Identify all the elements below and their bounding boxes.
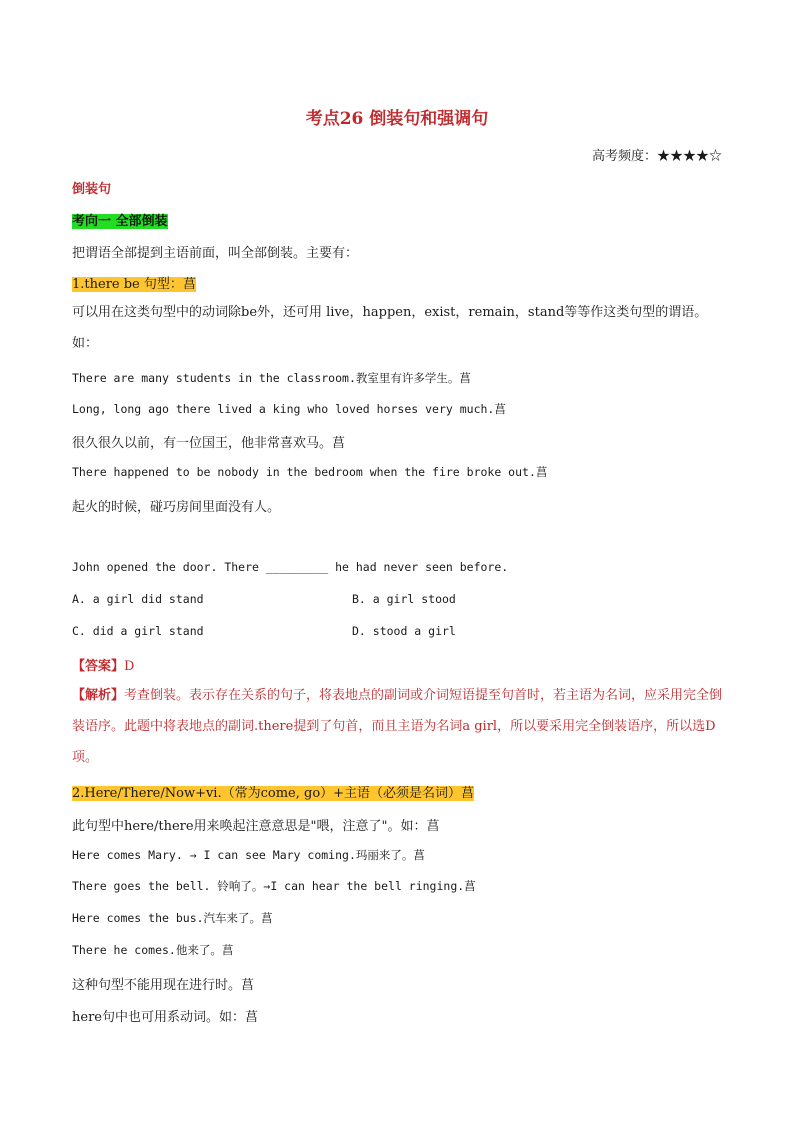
pattern2-heading: 2.Here/There/Now+vi.（常为come, go）+主语（必须是名词）菖 (72, 786, 475, 801)
analysis-text: 考查倒装。表示存在关系的句子，将表地点的副词或介词短语提至句首时，若主语为名词，应采用完全倒装语序。此题中将表地点的副词.there提到了句首，而且主语为名词a girl，所以要采用完全倒装语序，所以选D项。 (72, 688, 723, 765)
example-6: Here comes the bus.汽车来了。菖 (72, 911, 273, 925)
pattern2-text: 此句型中here/there用来唤起注意意思是"喂，注意了"。如：菖 (72, 819, 440, 834)
option-b: B. a girl stood (352, 592, 456, 606)
question-text: John opened the door. There _________ he had never seen before. (72, 560, 509, 574)
option-d: D. stood a girl (352, 624, 456, 638)
answer-tag: 【答案】 (72, 659, 125, 674)
section-heading: 倒装句 (72, 182, 112, 197)
example-2-cn: 很久很久以前，有一位国王，他非常喜欢马。菖 (72, 436, 346, 451)
analysis-tag: 【解析】 (72, 688, 125, 703)
option-a: A. a girl did stand (72, 592, 204, 606)
analysis-paragraph (72, 680, 724, 773)
example-1: There are many students in the classroom.教室里有许多学生。菖 (72, 371, 471, 385)
example-4: Here comes Mary. → I can see Mary coming.玛丽来了。菖 (72, 848, 425, 862)
example-5: There goes the bell. 铃响了。→I can hear the bell ringing.菖 (72, 879, 476, 893)
example-3-cn: 起火的时候，碰巧房间里面没有人。 (72, 500, 281, 515)
pattern1-text: 可以用在这类句型中的动词除be外，还可用 live，happen，exist，remain，stand等等作这类句型的谓语。如： (72, 305, 708, 351)
option-c: C. did a girl stand (72, 624, 204, 638)
pattern1-heading: 1.there be 句型：菖 (72, 277, 196, 292)
example-3: There happened to be nobody in the bedroom when the fire broke out.菖 (72, 465, 548, 479)
topic-label: 考向一 全部倒装 (72, 214, 168, 229)
note-2: here句中也可用系动词。如：菖 (72, 1010, 258, 1025)
example-7: There he comes.他来了。菖 (72, 943, 234, 957)
page-title: 考点26 倒装句和强调句 (305, 109, 489, 129)
example-2: Long, long ago there lived a king who loved horses very much.菖 (72, 402, 506, 416)
intro-text: 把谓语全部提到主语前面，叫全部倒装。主要有： (72, 246, 359, 261)
answer-line (72, 655, 134, 674)
exam-frequency: 高考频度：★★★★☆ (591, 149, 722, 164)
note-1: 这种句型不能用现在进行时。菖 (72, 978, 255, 993)
answer-value: D (124, 659, 135, 674)
